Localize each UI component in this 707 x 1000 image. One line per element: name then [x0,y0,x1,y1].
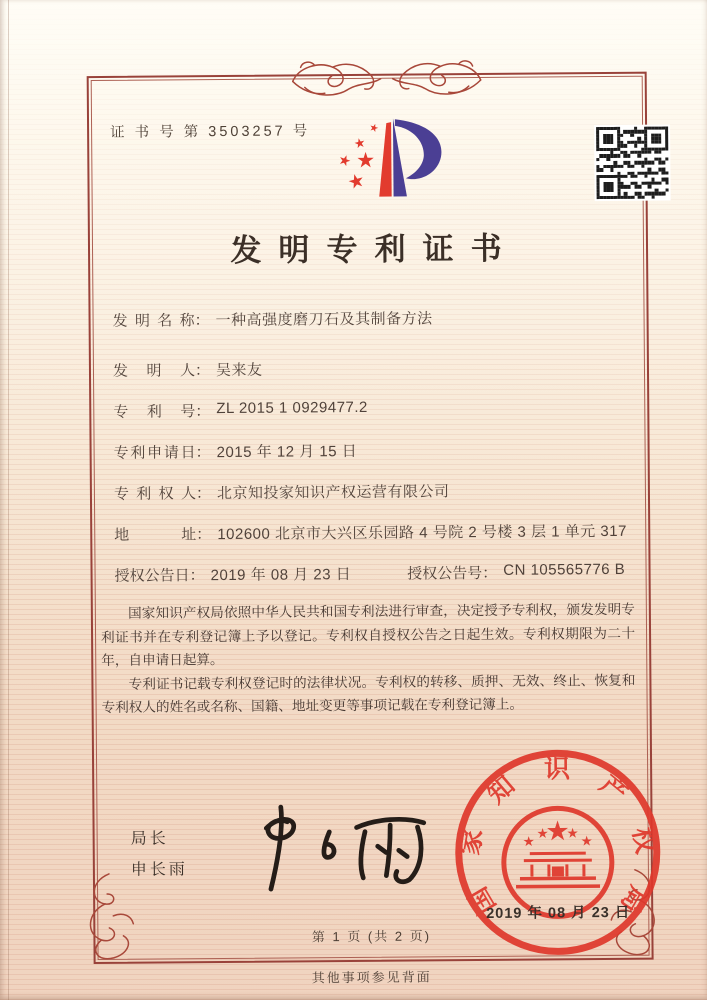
field-colon: ： [189,567,205,585]
field-label: 专利申请日 [113,444,196,462]
svg-text:产: 产 [594,768,634,809]
field-colon: ： [194,312,210,330]
certificate-number: 证 书 号 第 3503257 号 [110,123,311,141]
field-label: 授权公告日 [114,567,190,585]
svg-text:国: 国 [462,882,502,920]
field-value: 北京知投家知识产权运营有限公司 [216,483,450,503]
legal-text [101,598,636,720]
field-row-invention-name [112,306,632,360]
field-colon: ： [195,403,211,421]
field-colon: ： [195,444,211,462]
certificate-title: 发明专利证书 [230,230,519,268]
back-side-note: 其他事项参见背面 [311,969,432,986]
field-row-patent-number [113,397,633,442]
commissioner-name: 申长雨 [130,861,188,879]
field-colon: ： [196,526,212,544]
field-colon: ： [482,564,498,582]
grant-number-pair [407,561,625,584]
corner-flourish-left-icon [79,872,142,964]
field-label: 发明人 [112,362,196,380]
svg-text:权: 权 [627,824,662,856]
field-label: 发明名称 [112,312,195,330]
field-value: 102600 北京市大兴区乐园路 4 号院 2 号楼 3 层 1 单元 317 [217,522,627,544]
svg-text:知: 知 [481,769,521,810]
field-row-inventor [113,356,633,401]
commissioner-title: 局长 [130,830,169,848]
field-label: 地址 [114,526,197,544]
page-number: 第 1 页 (共 2 页) [311,928,432,945]
legal-paragraph-2: 专利证书记载专利权登记时的法律状况。专利权的转移、质押、无效、终止、恢复和专利权人的姓名或名称、国籍、地址变更等事项记载在专利登记簿上。 [101,672,636,715]
field-row-patentee [114,479,634,524]
handwritten-signature-icon [230,799,441,896]
svg-text:局: 局 [614,881,654,919]
field-value: CN 105565776 B [503,560,626,579]
field-label: 授权公告号 [407,564,483,583]
svg-text:家: 家 [454,826,488,858]
field-label: 专利权人 [113,485,197,503]
seal-arc-text [453,753,662,920]
cnipa-logo-icon [330,115,455,208]
field-value: 2019 年 08 月 23 日 [210,566,352,585]
field-value: ZL 2015 1 0929477.2 [216,398,368,418]
field-value: 一种高强度磨刀石及其制备方法 [215,310,433,330]
field-value: 2015 年 12 月 15 日 [216,442,358,462]
field-colon: ： [195,485,212,503]
grant-date-pair [115,563,352,586]
legal-paragraph-1: 国家知识产权局依照中华人民共和国专利法进行审查，决定授予专利权，颁发发明专利证书并在专利登记簿上予以登记。专利权自授权公告之日起生效。专利权期限为二十年，自申请日起算。 [101,601,636,668]
field-value: 吴来友 [215,361,263,380]
field-label: 专利号 [113,403,196,421]
field-row-address [114,520,634,565]
qr-code [594,125,671,202]
svg-text:识: 识 [543,753,571,784]
dragon-flourish-top-icon [285,54,489,102]
seal-date: 2019 年 08 月 23 日 [486,904,631,922]
field-row-filing-date [114,438,634,483]
field-colon: ： [194,362,211,380]
field-list [112,306,634,606]
